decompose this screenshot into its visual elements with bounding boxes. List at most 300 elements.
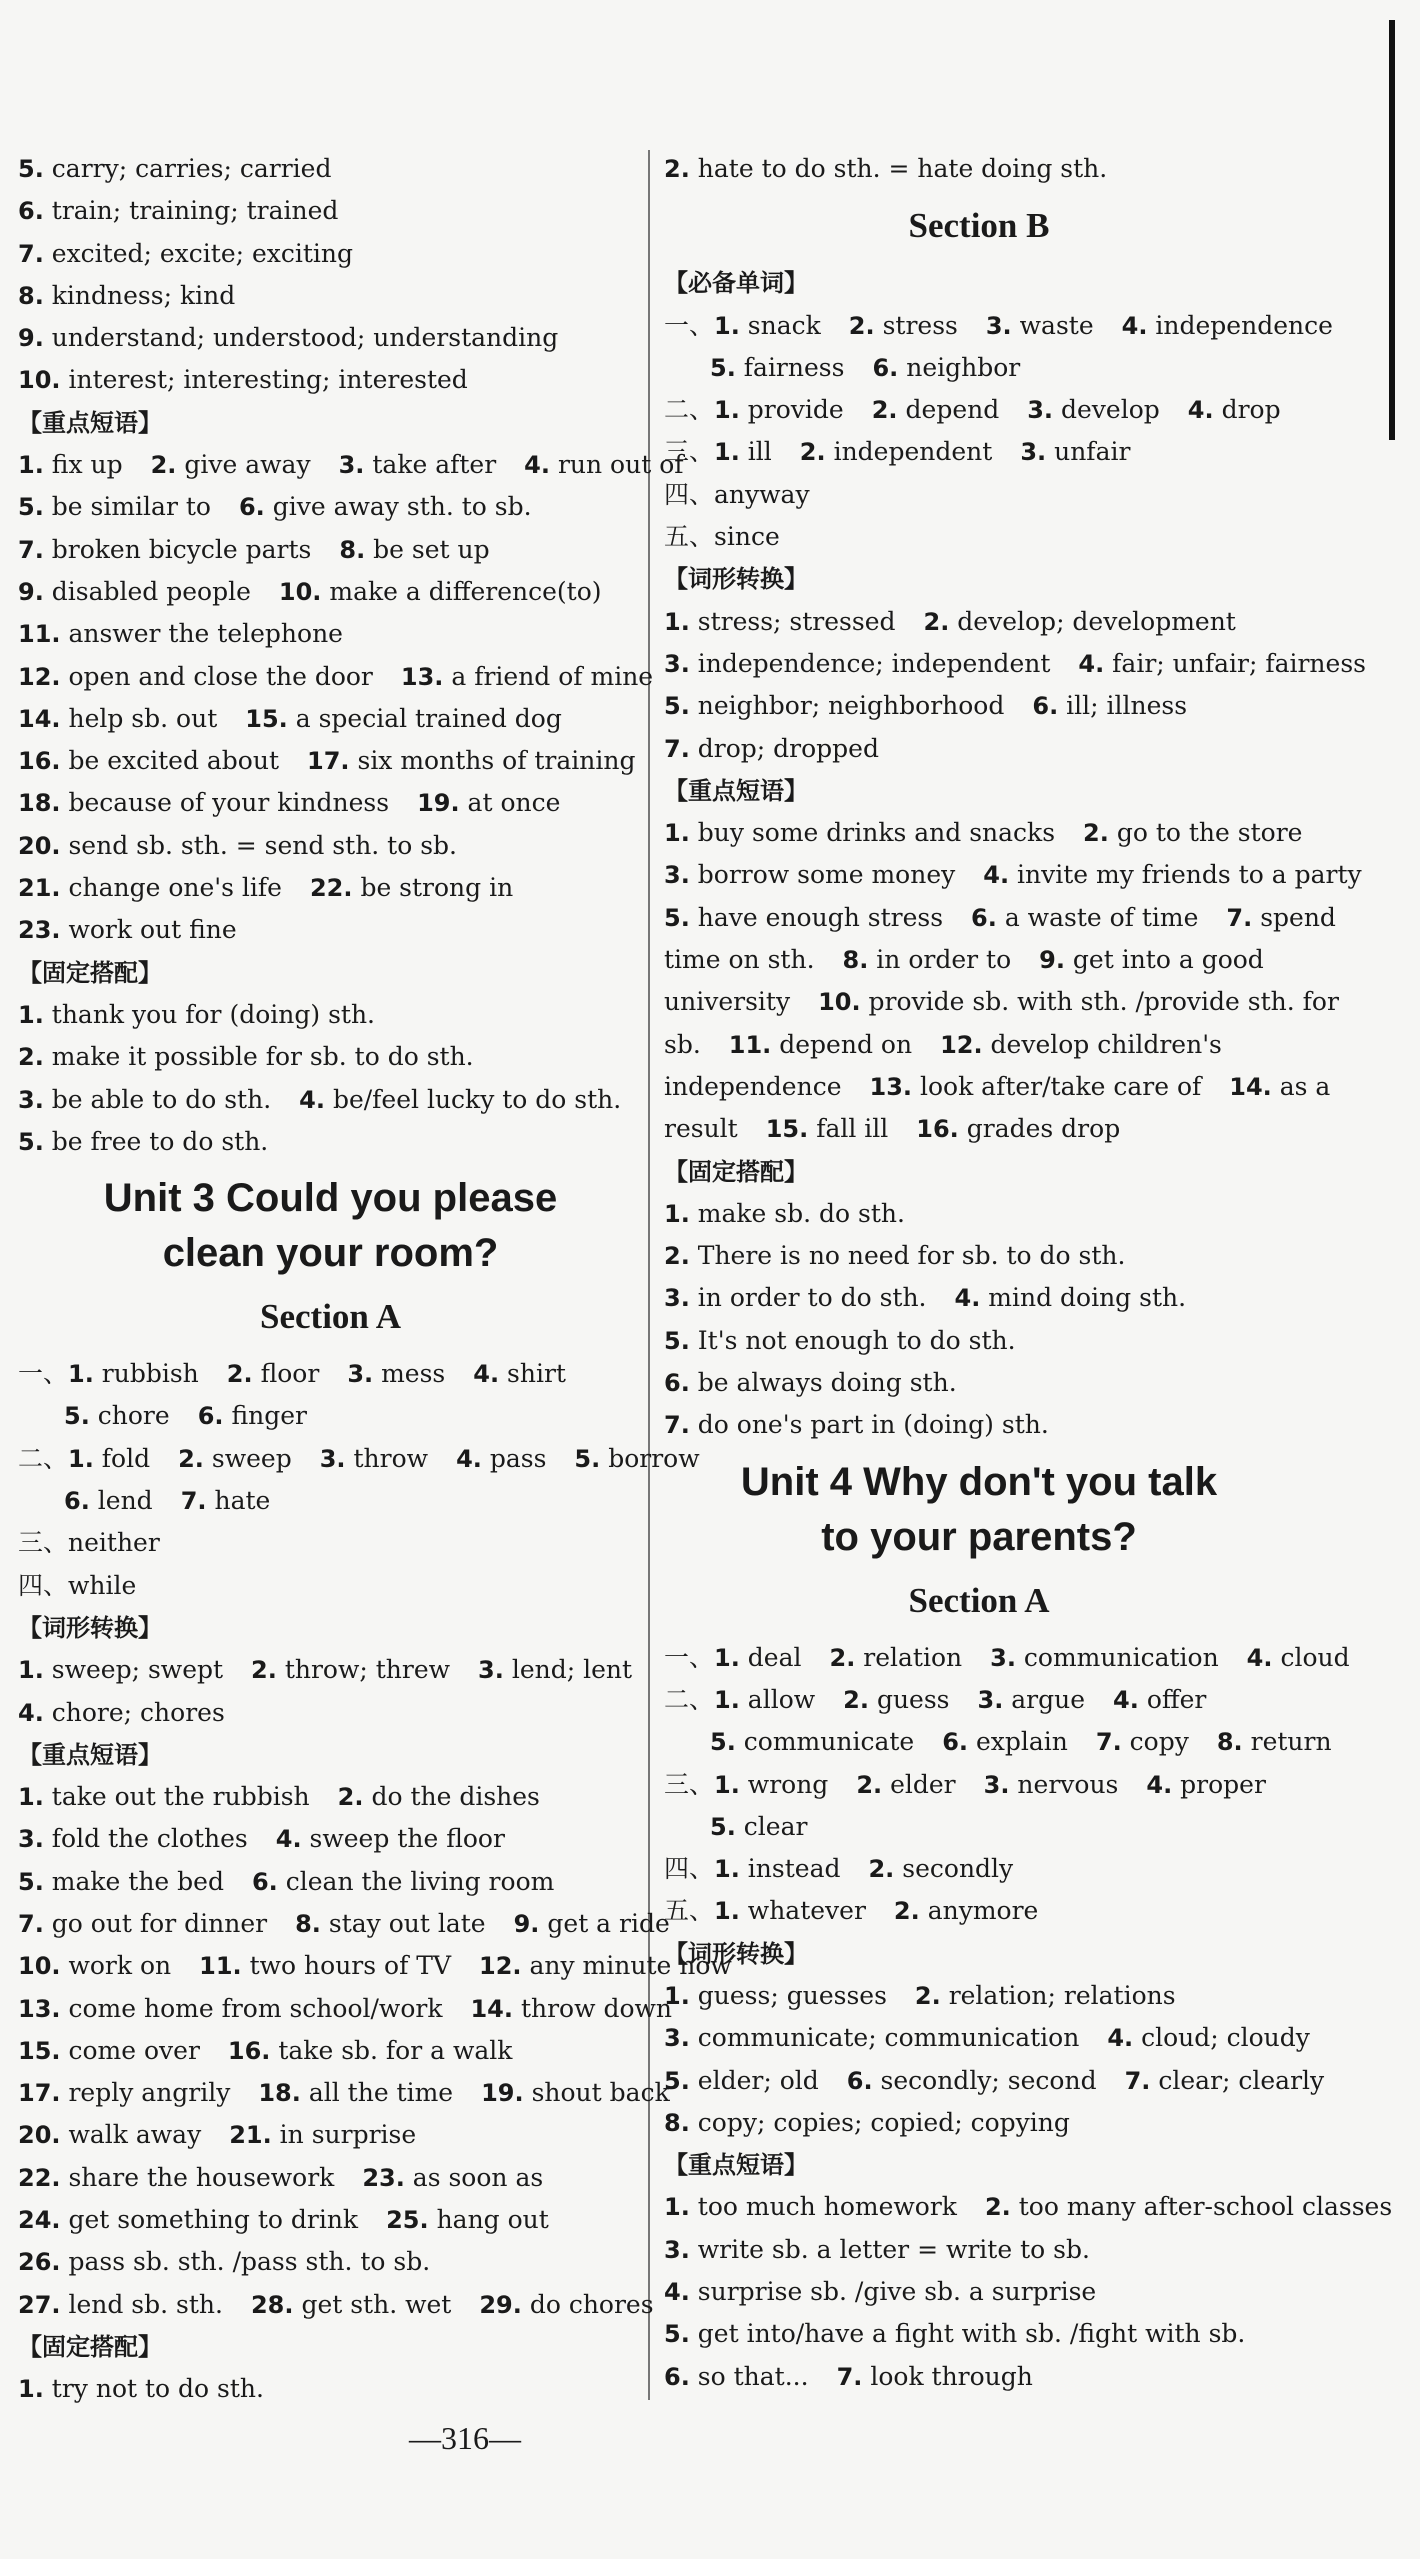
list-item [1146,1770,1266,1799]
list-item [818,987,1339,1016]
list-item [1027,395,1160,424]
list-item [1083,818,1302,847]
item-text: independence; independent [697,648,1051,678]
item-text: work on [68,1951,172,1981]
list-item [984,1770,1119,1799]
item-number: 7. [664,1411,690,1440]
item-number: 8. [18,281,44,310]
item-number: 4. [524,451,550,480]
vocab-line [664,1721,1332,1763]
list-item [338,1782,540,1811]
list-item [664,607,896,636]
item-text: borrow some money [697,860,956,890]
item-number: 5. [710,353,736,382]
item-text: There is no need for sb. to do sth. [697,1241,1126,1271]
item-text: wrong [747,1769,829,1799]
list-item [1226,903,1336,932]
item-text: get into/have a fight with sb. /fight with sb. [697,2319,1246,2349]
item-text: sweep; swept [51,1655,224,1685]
item-number: 5. [664,2066,690,2095]
item-number: 9. [1039,946,1065,975]
list-item [18,1909,267,1938]
list-item [915,1981,1176,2010]
vocab-line [18,1353,643,1395]
list-item [664,2277,1096,2306]
item-number: 4. [983,861,1010,890]
item-number: 22. [309,874,353,903]
item-number: 13. [869,1072,913,1101]
item-number: 4. [456,1444,482,1473]
list-item [664,2192,957,2221]
item-text: excited; excite; exciting [51,238,354,268]
item-text: fall ill [816,1114,889,1144]
item-number: 14. [18,704,61,733]
item-number: 5. [664,692,690,721]
vocab-group-label: 二、 [18,1443,69,1473]
item-text: neither [68,1528,160,1558]
item-text: elder; old [697,2065,819,2095]
text-line [18,2368,643,2410]
list-item [1122,311,1333,340]
item-number: 1. [714,1855,740,1884]
item-text: lend [97,1486,153,1516]
item-text: surprise sb. /give sb. a surprise [697,2277,1097,2307]
item-number: 10. [18,366,61,395]
item-number: 20. [18,831,61,860]
item-number: 8. [842,946,869,975]
item-number: 17. [307,747,350,776]
list-item [228,2036,513,2065]
item-number: 12. [940,1030,983,1059]
text-line [18,317,643,359]
list-item [18,2247,430,2276]
item-number: 18. [258,2079,301,2108]
list-item [664,1241,1125,1270]
text-line [18,1861,643,1903]
item-number: 1. [714,311,740,340]
item-number: 1. [714,438,740,467]
item-text: get a ride [547,1908,670,1938]
item-text: floor [260,1359,320,1389]
item-number: 2. [848,311,875,340]
list-item [1039,945,1264,974]
list-item [239,492,532,521]
text-line [664,2060,1325,2102]
text-line [664,2186,1393,2228]
block-heading: 【重点短语】 [664,2151,808,2180]
item-number: 13. [18,1994,61,2023]
list-item [18,323,558,352]
item-text: chore [97,1401,170,1431]
list-item [64,1486,153,1515]
item-text: get into a good [1072,945,1264,975]
vocab-group-label: 一、 [18,1359,69,1389]
item-text: drop; dropped [697,733,879,763]
vocab-group-label: 三、 [664,1769,715,1799]
item-number: 29. [479,2290,522,2319]
item-text: make a difference(to) [329,576,602,606]
list-item [664,1410,1049,1439]
item-number: 1. [664,819,690,848]
list-item [18,577,251,606]
list-item [417,788,560,817]
item-text: guess; guesses [697,1980,887,2010]
item-text: make sb. do sth. [697,1198,905,1228]
list-item [868,1854,1013,1883]
item-text: carry; carries; carried [51,154,332,183]
item-number: 16. [18,747,61,776]
item-text: throw down [520,1993,673,2023]
item-number: 3. [1020,438,1047,467]
item-text: be strong in [360,873,514,903]
text-line [18,275,643,317]
item-text: pass sb. sth. /pass sth. to sb. [68,2247,431,2277]
text-line [664,897,1336,939]
list-item [18,1994,442,2023]
block-heading: 【重点短语】 [18,1740,162,1769]
item-text: ill; illness [1066,691,1188,721]
item-number: 1. [714,396,740,425]
item-number: 15. [18,2036,61,2065]
item-number: 1. [714,1770,740,1799]
list-item [985,2192,1392,2221]
item-number: 12. [479,1952,522,1981]
item-number: 2. [829,1643,856,1672]
item-number: 5. [664,903,690,932]
item-number: 1. [714,1897,740,1926]
list-item [473,1359,566,1388]
list-item [664,987,790,1016]
vocab-group-label: 二、 [664,1684,715,1714]
item-number: 1. [664,1199,690,1228]
list-item [664,945,815,974]
item-number: 2. [226,1360,253,1389]
item-number: 8. [339,535,366,564]
list-item [470,1994,672,2023]
list-item [18,535,311,564]
list-item [279,577,602,606]
list-item [18,154,331,183]
item-number: 1. [714,1643,740,1672]
list-item [714,1770,828,1799]
list-item [181,1486,271,1515]
text-line [664,2313,1294,2355]
text-line [18,994,643,1036]
text-line [18,1903,670,1945]
vocab-group-label: 一、 [664,1642,715,1672]
item-text: neighbor [906,352,1021,382]
list-item [18,2036,200,2065]
item-text: ill [747,437,772,467]
vocab-line [18,1565,643,1607]
list-item [664,734,879,763]
list-item [18,1698,225,1727]
item-text: train; training; trained [51,196,339,226]
item-text: fold [101,1443,151,1473]
item-number: 4. [664,2278,690,2307]
list-item [18,1085,271,1114]
list-item [714,1896,866,1925]
item-text: snack [747,310,821,340]
item-text: clear; clearly [1158,2065,1325,2095]
vocab-group-label: 四、 [18,1570,69,1600]
item-number: 2. [868,1855,895,1884]
item-number: 3. [319,1444,346,1473]
item-number: 2. [856,1770,883,1799]
item-text: write sb. a letter = write to sb. [697,2234,1090,2264]
list-item [401,662,653,691]
item-text: copy; copies; copied; copying [697,2107,1070,2137]
item-number: 7. [836,2362,863,2391]
vocab-line [664,431,1294,473]
text-line [664,685,1294,727]
text-line [664,1193,1294,1235]
item-text: whatever [747,1896,866,1926]
vocab-line [664,1890,1294,1932]
item-number: 18. [18,789,61,818]
item-number: 11. [728,1030,772,1059]
list-item [955,1283,1187,1312]
list-item [18,1782,310,1811]
item-text: go out for dinner [51,1908,268,1938]
section-title: Section A [260,1297,401,1337]
item-number: 6. [872,353,899,382]
item-number: 7. [180,1487,207,1516]
list-item [714,1854,840,1883]
vocab-line [664,516,1294,558]
item-text: explain [975,1727,1068,1757]
vocab-group-label: 四、 [664,479,715,509]
list-item [664,1072,842,1101]
vocab-line [18,1395,643,1437]
list-item [514,1909,670,1938]
vocab-line [664,1848,1294,1890]
item-number: 4. [473,1360,500,1389]
list-item [251,2290,451,2319]
list-item [229,2120,416,2149]
item-text: depend [905,395,1000,425]
item-text: independence [664,1071,842,1101]
item-number: 9. [513,1909,540,1938]
list-item [18,704,217,733]
item-text: shirt [507,1359,566,1389]
item-text: secondly [902,1854,1014,1884]
item-number: 3. [18,1085,44,1114]
text-line [664,981,1339,1023]
list-item [664,818,1055,847]
text-line [18,2072,670,2114]
text-line [18,1079,643,1121]
item-number: 7. [1226,903,1253,932]
item-number: 2. [664,1242,690,1271]
list-item [320,1444,428,1473]
block-heading: 【重点短语】 [18,408,162,437]
list-item [386,2205,549,2234]
text-line [18,825,643,867]
list-item [18,1655,223,1684]
item-text: time on sth. [664,945,815,975]
vocab-line [664,1764,1294,1806]
item-text: get something to drink [68,2205,359,2235]
unit-title-line: Unit 4 Why don't you talk [740,1459,1218,1504]
text-line [664,601,1294,643]
list-item [1188,395,1281,424]
item-number: 4. [1113,1685,1139,1714]
item-text: hate to do sth. = hate doing sth. [697,154,1108,183]
item-number: 3. [18,1825,44,1854]
list-item [18,915,237,944]
item-number: 14. [1229,1072,1272,1101]
text-line [18,2241,643,2283]
list-item [18,1042,474,1071]
item-text: as soon as [412,2162,544,2192]
list-item [68,1444,150,1473]
item-text: throw; threw [284,1655,451,1685]
item-number: 1. [18,2375,44,2404]
item-text: go to the store [1116,818,1303,848]
page-edge-bar [1389,20,1395,440]
vocab-line [664,305,1333,347]
item-text: sweep the floor [309,1824,505,1854]
text-line [18,2114,643,2156]
item-number: 2. [178,1444,204,1473]
item-number: 16. [916,1115,959,1144]
item-text: take after [372,450,497,480]
list-item [18,1951,171,1980]
list-item [251,1655,450,1684]
text-line [18,2284,654,2326]
item-text: two hours of TV [249,1951,451,1981]
item-number: 4. [299,1085,325,1114]
item-text: so that... [697,2361,809,2391]
item-text: It's not enough to do sth. [697,1325,1016,1355]
text-line [664,2017,1310,2059]
text-line [664,1277,1294,1319]
item-text: provide [747,395,844,425]
item-text: do chores [529,2289,654,2319]
item-number: 15. [245,704,288,733]
vocab-group-label: 五、 [664,522,715,552]
item-number: 3. [664,2235,690,2264]
list-item [710,1812,807,1841]
item-text: communication [1023,1642,1219,1672]
item-text: have enough stress [697,902,944,932]
item-number: 2. [871,396,898,425]
item-text: try not to do sth. [51,2374,264,2404]
item-number: 5. [664,2320,690,2349]
vocab-group-label: 三、 [18,1528,69,1558]
item-text: broken bicycle parts [51,534,312,564]
item-text: guess [876,1684,950,1714]
item-text: lend; lent [511,1655,633,1685]
unit-title-line: Unit 3 Could you please [103,1176,558,1221]
item-text: make it possible for sb. to do sth. [51,1042,474,1072]
vocab-line [18,1438,700,1480]
item-number: 2. [984,2193,1011,2222]
item-text: allow [747,1684,816,1714]
item-number: 1. [664,2193,690,2222]
item-text: do one's part in (doing) sth. [697,1410,1049,1440]
item-number: 6. [846,2066,873,2095]
list-item [18,2374,264,2403]
list-item [18,2163,334,2192]
list-item [872,353,1020,382]
list-item [849,311,958,340]
item-text: finger [231,1401,307,1431]
vocab-line [18,1522,643,1564]
item-text: hate [214,1486,271,1516]
list-item [18,2120,201,2149]
item-number: 5. [710,1812,736,1841]
item-number: 7. [18,1909,44,1938]
list-item [18,2290,223,2319]
list-item [1020,437,1130,466]
item-number: 2. [1083,819,1109,848]
list-item [18,450,123,479]
list-item [714,395,844,424]
list-item [924,607,1236,636]
item-number: 8. [664,2108,690,2137]
list-item [714,522,780,551]
item-number: 7. [18,535,44,564]
list-item [18,873,282,902]
item-number: 4. [18,1698,44,1727]
item-number: 7. [18,239,44,268]
list-item [664,903,943,932]
item-text: nervous [1017,1769,1119,1799]
item-text: instead [747,1854,841,1884]
item-text: drop [1221,395,1281,425]
item-text: cloud; cloudy [1141,2023,1310,2053]
column-divider [648,150,650,2400]
page-number: —316— [409,2420,521,2456]
list-item [837,2362,1033,2391]
list-item [227,1359,320,1388]
block-heading: 【词形转换】 [664,565,808,594]
item-text: be able to do sth. [51,1084,272,1114]
item-text: take out the rubbish [51,1782,310,1812]
item-text: grades drop [966,1114,1121,1144]
item-number: 4. [1246,1643,1273,1672]
text-line [18,529,643,571]
list-item [664,2235,1090,2264]
item-text: sweep [211,1443,292,1473]
item-number: 6. [664,2362,690,2391]
text-line [664,1320,1294,1362]
item-text: kindness; kind [51,280,236,310]
item-text: get sth. wet [301,2289,452,2319]
list-item [199,1951,451,1980]
item-text: come home from school/work [68,1993,443,2023]
vocab-line [664,1637,1350,1679]
list-item [64,1401,170,1430]
text-line [18,2157,643,2199]
list-item [940,1030,1222,1059]
item-number: 10. [818,988,861,1017]
item-number: 4. [1078,649,1105,678]
item-number: 4. [1146,1770,1173,1799]
item-number: 10. [18,1952,61,1981]
list-item [68,1359,199,1388]
item-number: 7. [664,734,690,763]
list-item [18,619,343,648]
item-text: result [664,1114,738,1144]
text-line [664,1975,1294,2017]
item-text: mess [381,1359,446,1389]
item-text: university [664,987,791,1017]
text-line [664,812,1303,854]
list-item [870,1072,1202,1101]
